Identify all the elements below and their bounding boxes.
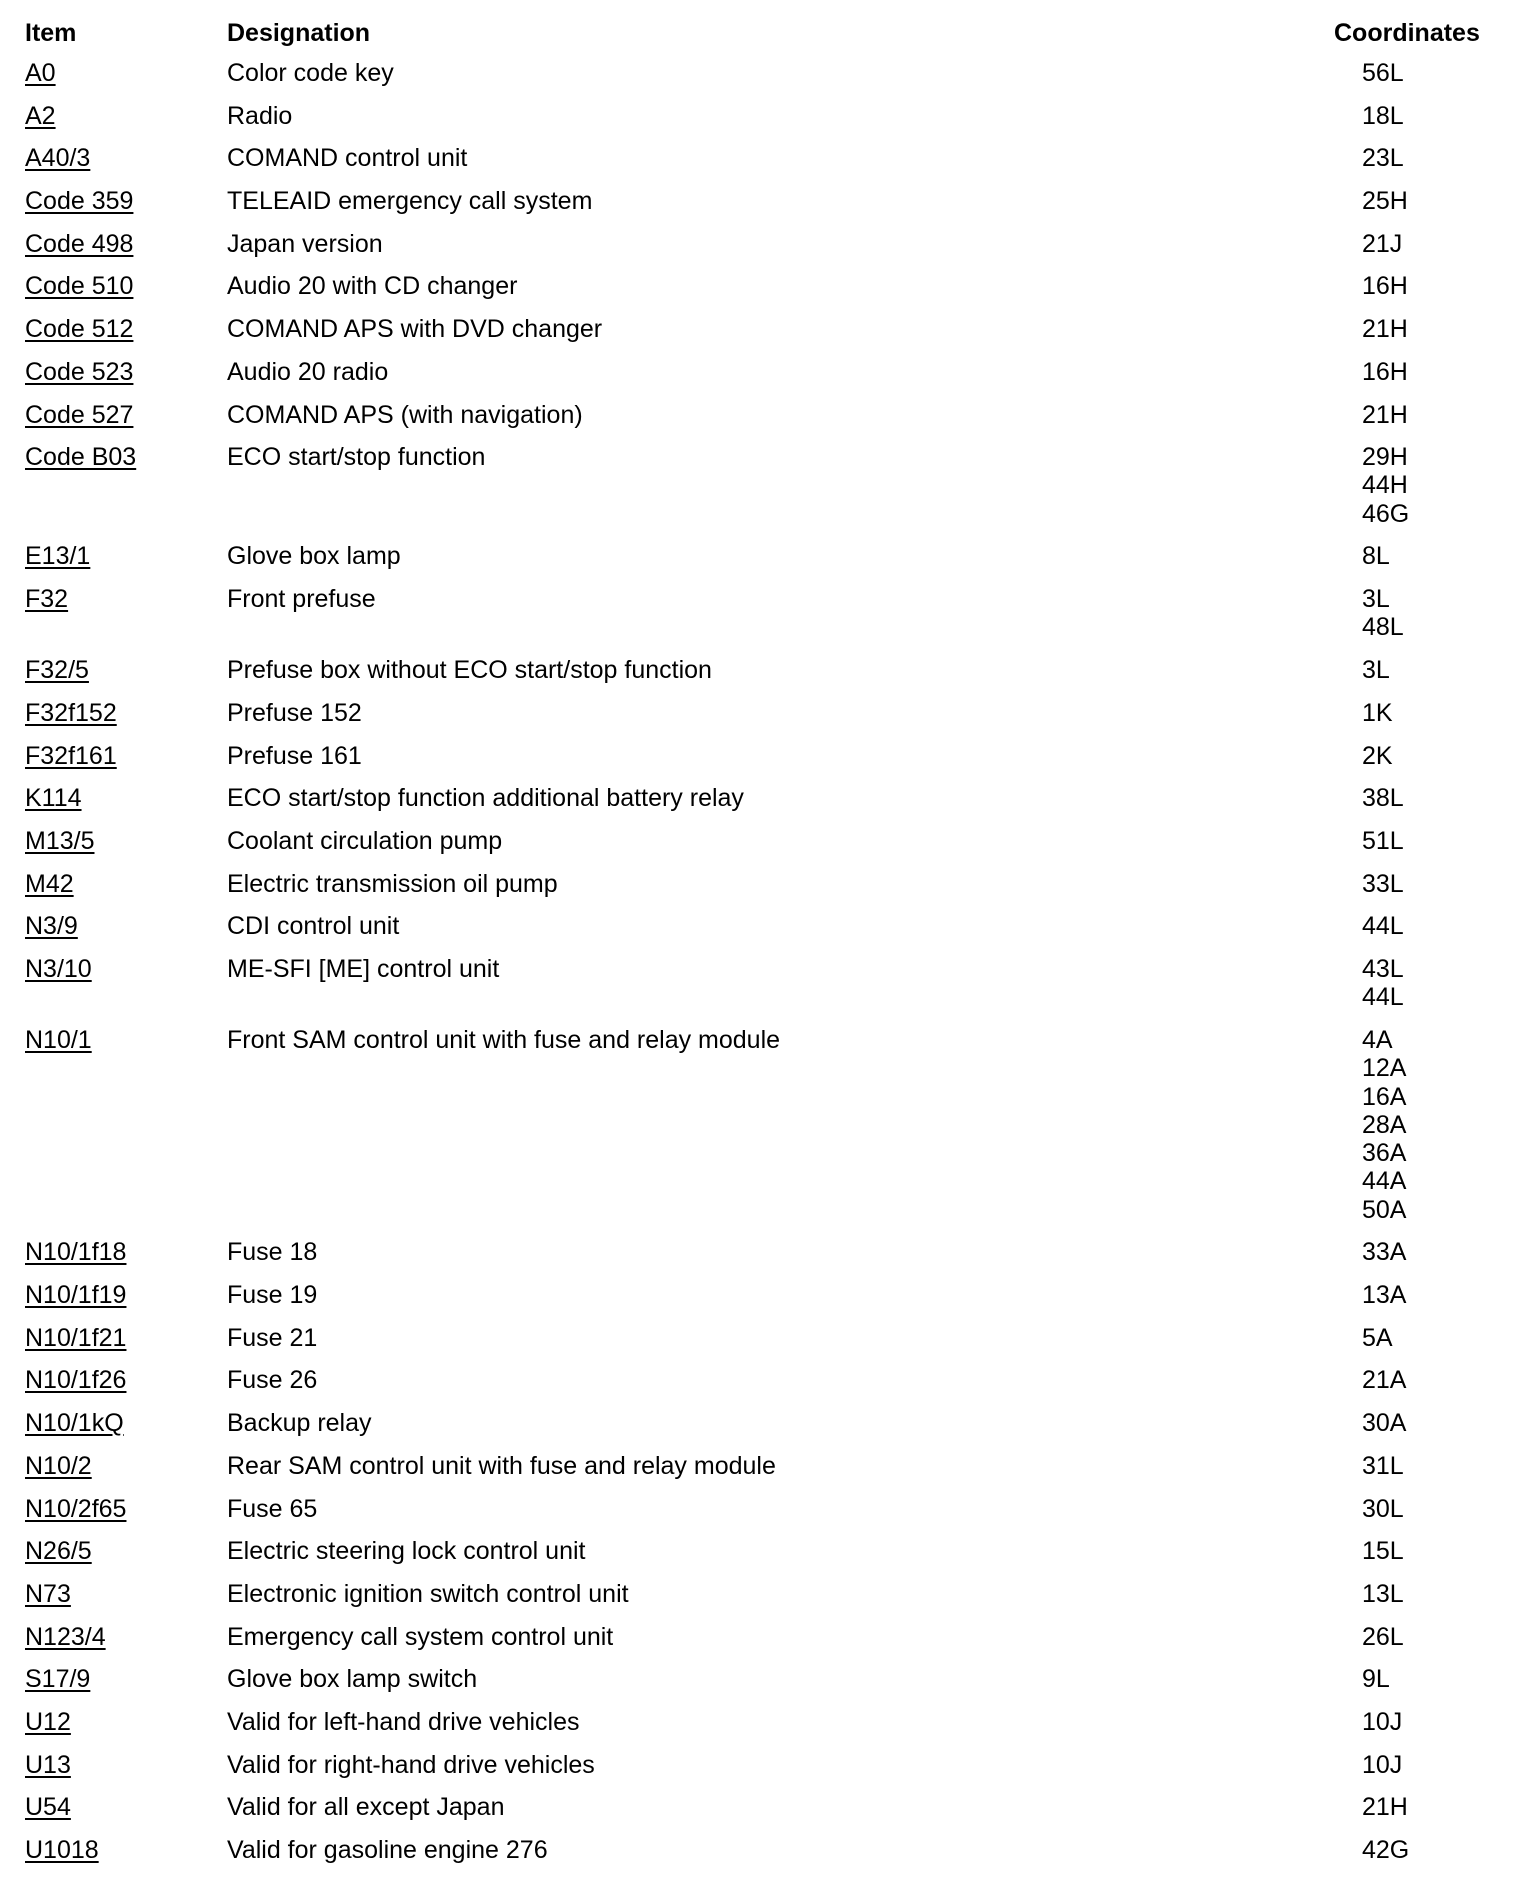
designation-cell: Color code key — [227, 59, 394, 87]
table-body — [0, 59, 1520, 1879]
item-cell — [25, 585, 68, 613]
designation-cell: Fuse 21 — [227, 1323, 318, 1352]
column-header-item: Item — [25, 19, 77, 47]
designation-cell: Valid for all except Japan — [227, 1793, 505, 1822]
coordinates-cell — [1362, 443, 1520, 528]
item-cell — [25, 1026, 92, 1054]
table-row — [0, 1751, 1520, 1794]
coordinates-cell — [1362, 59, 1520, 87]
table-row — [0, 1793, 1520, 1836]
designation-cell: Fuse 26 — [227, 1366, 318, 1395]
designation-cell: Electric transmission oil pump — [227, 869, 558, 898]
coordinate-value: 21H — [1362, 315, 1408, 344]
item-link[interactable]: N10/1kQ — [25, 1409, 124, 1438]
coordinate-value: 56L — [1362, 59, 1404, 87]
item-link[interactable]: U12 — [25, 1707, 71, 1736]
coordinates-cell — [1362, 1026, 1520, 1224]
table-row — [0, 1409, 1520, 1452]
table-row — [0, 1238, 1520, 1281]
item-link[interactable]: F32/5 — [25, 656, 89, 685]
designation-cell: Emergency call system control unit — [227, 1622, 614, 1651]
coordinates-cell — [1362, 315, 1520, 343]
item-link[interactable]: Code 523 — [25, 357, 134, 386]
coordinate-value: 38L — [1362, 784, 1404, 813]
item-cell — [25, 1281, 126, 1309]
coordinate-value: 13A — [1362, 1281, 1407, 1310]
coordinate-value: 29H — [1362, 443, 1408, 472]
item-cell — [25, 1409, 124, 1437]
item-cell — [25, 59, 56, 87]
table-row — [0, 784, 1520, 827]
item-cell — [25, 1836, 99, 1864]
table-row — [0, 102, 1520, 145]
item-link[interactable]: N10/2 — [25, 1451, 92, 1480]
table-row — [0, 699, 1520, 742]
designation-cell: Electronic ignition switch control unit — [227, 1579, 629, 1608]
item-link[interactable]: F32f161 — [25, 741, 117, 770]
table-row — [0, 144, 1520, 187]
designation-cell: ME-SFI [ME] control unit — [227, 954, 500, 983]
coordinate-value: 31L — [1362, 1451, 1404, 1480]
item-cell — [25, 1751, 71, 1779]
item-cell — [25, 870, 74, 898]
designation-cell: Glove box lamp switch — [227, 1665, 478, 1694]
coordinates-cell — [1362, 784, 1520, 812]
item-cell — [25, 358, 133, 386]
item-cell — [25, 1324, 126, 1352]
table-row — [0, 1324, 1520, 1367]
item-cell — [25, 1665, 90, 1693]
coordinate-value: 10J — [1362, 1750, 1403, 1779]
item-link[interactable]: N10/1f18 — [25, 1238, 127, 1267]
coordinate-value: 2K — [1362, 741, 1393, 770]
table-row — [0, 443, 1520, 542]
item-cell — [25, 784, 82, 812]
table-row — [0, 1580, 1520, 1623]
coordinate-value: 18L — [1362, 101, 1404, 130]
table-row — [0, 59, 1520, 102]
coordinate-value: 33L — [1362, 869, 1404, 898]
item-link[interactable]: S17/9 — [25, 1665, 91, 1694]
coordinate-value: 21H — [1362, 1793, 1408, 1822]
coordinate-value: 25H — [1362, 187, 1408, 216]
item-cell — [25, 742, 117, 770]
table-row — [0, 585, 1520, 656]
coordinates-cell — [1362, 1281, 1520, 1309]
designation-cell: Front prefuse — [227, 585, 376, 614]
item-link[interactable]: N10/1f21 — [25, 1323, 127, 1352]
item-cell — [25, 1366, 126, 1394]
coordinate-value: 43L — [1362, 954, 1404, 983]
coordinates-cell — [1362, 1836, 1520, 1864]
coordinates-cell — [1362, 585, 1520, 642]
item-link[interactable]: N10/1f26 — [25, 1366, 127, 1395]
column-header-coordinates: Coordinates — [1334, 19, 1480, 47]
coordinate-value: 23L — [1362, 144, 1404, 173]
table-row — [0, 742, 1520, 785]
coordinates-cell — [1362, 1793, 1520, 1821]
item-cell — [25, 443, 136, 471]
coordinate-value: 5A — [1362, 1323, 1393, 1352]
table-row — [0, 1281, 1520, 1324]
item-cell — [25, 1537, 92, 1565]
coordinate-value: 28A — [1362, 1110, 1407, 1139]
coordinate-value: 30L — [1362, 1494, 1404, 1523]
designation-cell: CDI control unit — [227, 912, 400, 941]
coordinates-cell — [1362, 144, 1520, 172]
coordinate-value: 3L — [1362, 656, 1390, 685]
coordinates-cell — [1362, 542, 1520, 570]
coordinate-value: 44A — [1362, 1167, 1407, 1196]
designation-cell: Valid for right-hand drive vehicles — [227, 1750, 595, 1779]
coordinate-value: 1K — [1362, 698, 1393, 727]
item-cell — [25, 656, 89, 684]
coordinates-cell — [1362, 401, 1520, 429]
coordinates-cell — [1362, 1366, 1520, 1394]
coordinate-value: 16A — [1362, 1082, 1407, 1111]
item-cell — [25, 912, 78, 940]
item-link[interactable]: N3/10 — [25, 954, 92, 983]
item-link[interactable]: E13/1 — [25, 542, 91, 571]
coordinate-value: 16H — [1362, 357, 1408, 386]
item-cell — [25, 1238, 126, 1266]
item-cell — [25, 955, 92, 983]
designation-cell: COMAND APS with DVD changer — [227, 315, 603, 344]
designation-cell: Fuse 65 — [227, 1494, 318, 1523]
table-row — [0, 870, 1520, 913]
table-row — [0, 358, 1520, 401]
designation-cell: COMAND APS (with navigation) — [227, 400, 583, 429]
coordinate-value: 42G — [1362, 1836, 1410, 1865]
designation-cell: Audio 20 radio — [227, 357, 389, 386]
item-link[interactable]: N10/1 — [25, 1025, 92, 1054]
table-row — [0, 1026, 1520, 1238]
item-cell — [25, 699, 117, 727]
coordinates-cell — [1362, 1537, 1520, 1565]
designation-cell: Fuse 18 — [227, 1238, 318, 1267]
designation-cell: Prefuse box without ECO start/stop function — [227, 656, 712, 685]
table-row — [0, 1495, 1520, 1538]
designation-cell: TELEAID emergency call system — [227, 187, 593, 216]
coordinate-value: 21A — [1362, 1366, 1407, 1395]
item-link[interactable]: N10/2f65 — [25, 1494, 127, 1523]
item-cell — [25, 144, 90, 172]
table-row — [0, 955, 1520, 1026]
coordinates-cell — [1362, 1409, 1520, 1437]
item-link[interactable]: M13/5 — [25, 826, 95, 855]
coordinates-cell — [1362, 1495, 1520, 1523]
table-row — [0, 656, 1520, 699]
coordinate-value: 44L — [1362, 983, 1404, 1012]
item-link[interactable]: N10/1f19 — [25, 1281, 127, 1310]
coordinates-cell — [1362, 102, 1520, 130]
coordinates-cell — [1362, 699, 1520, 727]
item-cell — [25, 1580, 71, 1608]
table-row — [0, 230, 1520, 273]
coordinates-cell — [1362, 1623, 1520, 1651]
coordinates-cell — [1362, 870, 1520, 898]
coordinates-cell — [1362, 272, 1520, 300]
table-row — [0, 315, 1520, 358]
item-link[interactable]: Code B03 — [25, 443, 137, 472]
designation-cell: Coolant circulation pump — [227, 826, 503, 855]
coordinate-value: 13L — [1362, 1579, 1404, 1608]
coordinates-cell — [1362, 955, 1520, 1012]
table-row — [0, 1537, 1520, 1580]
item-cell — [25, 187, 133, 215]
designation-cell: ECO start/stop function additional battery relay — [227, 784, 744, 813]
item-link[interactable]: K114 — [25, 784, 82, 813]
item-cell — [25, 827, 94, 855]
coordinates-cell — [1362, 1708, 1520, 1736]
designation-cell: COMAND control unit — [227, 144, 468, 173]
table-row — [0, 1623, 1520, 1666]
item-link[interactable]: N123/4 — [25, 1622, 106, 1651]
coordinates-cell — [1362, 1452, 1520, 1480]
designation-cell: Front SAM control unit with fuse and relay module — [227, 1025, 781, 1054]
designation-cell: Audio 20 with CD changer — [227, 272, 518, 301]
item-link[interactable]: A2 — [25, 101, 56, 130]
coordinates-cell — [1362, 1580, 1520, 1608]
item-link[interactable]: U13 — [25, 1750, 71, 1779]
item-cell — [25, 1793, 71, 1821]
coordinates-cell — [1362, 230, 1520, 258]
coordinates-cell — [1362, 187, 1520, 215]
table-row — [0, 1452, 1520, 1495]
designation-cell: Fuse 19 — [227, 1281, 318, 1310]
designation-cell: Valid for left-hand drive vehicles — [227, 1707, 580, 1736]
coordinates-cell — [1362, 1665, 1520, 1693]
item-cell — [25, 230, 133, 258]
table-row — [0, 1708, 1520, 1751]
coordinate-value: 10J — [1362, 1707, 1403, 1736]
item-link[interactable]: A40/3 — [25, 144, 91, 173]
coordinate-value: 15L — [1362, 1537, 1404, 1566]
designation-cell: Electric steering lock control unit — [227, 1537, 586, 1566]
table-row — [0, 1366, 1520, 1409]
coordinate-value: 48L — [1362, 613, 1404, 642]
item-cell — [25, 102, 56, 130]
coordinates-cell — [1362, 827, 1520, 855]
coordinate-value: 44L — [1362, 912, 1404, 941]
designation-cell: Prefuse 161 — [227, 741, 362, 770]
coordinate-value: 21H — [1362, 400, 1408, 429]
coordinate-value: 50A — [1362, 1195, 1407, 1224]
item-cell — [25, 401, 133, 429]
coordinate-value: 51L — [1362, 826, 1404, 855]
item-cell — [25, 1623, 106, 1651]
designation-cell: Rear SAM control unit with fuse and relay module — [227, 1451, 776, 1480]
item-link[interactable]: Code 359 — [25, 187, 134, 216]
table-row — [0, 827, 1520, 870]
coordinate-value: 44H — [1362, 471, 1408, 500]
item-cell — [25, 315, 133, 343]
coordinate-value: 46G — [1362, 499, 1410, 528]
coordinate-value: 26L — [1362, 1622, 1404, 1651]
table-row — [0, 272, 1520, 315]
coordinates-cell — [1362, 1751, 1520, 1779]
item-link[interactable]: N3/9 — [25, 912, 78, 941]
designation-cell: Japan version — [227, 229, 383, 258]
coordinate-value: 16H — [1362, 272, 1408, 301]
item-link[interactable]: Code 512 — [25, 315, 134, 344]
item-cell — [25, 1708, 71, 1736]
item-link[interactable]: U54 — [25, 1793, 71, 1822]
item-link[interactable]: A0 — [25, 59, 56, 87]
table-row — [0, 1836, 1520, 1879]
designation-cell: Glove box lamp — [227, 542, 401, 571]
column-header-designation: Designation — [227, 19, 371, 47]
coordinates-cell — [1362, 656, 1520, 684]
item-cell — [25, 1452, 92, 1480]
coordinate-value: 8L — [1362, 542, 1390, 571]
item-cell — [25, 542, 90, 570]
coordinate-value: 4A — [1362, 1025, 1393, 1054]
coordinate-value: 30A — [1362, 1409, 1407, 1438]
table-row — [0, 912, 1520, 955]
coordinate-value: 12A — [1362, 1054, 1407, 1083]
coordinates-cell — [1362, 1324, 1520, 1352]
coordinate-value: 33A — [1362, 1238, 1407, 1267]
coordinate-value: 36A — [1362, 1139, 1407, 1168]
item-link[interactable]: M42 — [25, 869, 74, 898]
coordinate-value: 21J — [1362, 229, 1403, 258]
table-row — [0, 187, 1520, 230]
item-link[interactable]: Code 527 — [25, 400, 134, 429]
item-link[interactable]: U1018 — [25, 1836, 99, 1865]
coordinate-value: 3L — [1362, 585, 1390, 614]
designation-cell: ECO start/stop function — [227, 443, 486, 472]
table-row — [0, 1665, 1520, 1708]
designation-cell: Radio — [227, 101, 293, 130]
item-link[interactable]: F32 — [25, 585, 69, 614]
coordinates-cell — [1362, 1238, 1520, 1266]
item-link[interactable]: Code 510 — [25, 272, 134, 301]
coordinates-cell — [1362, 912, 1520, 940]
designation-cell: Backup relay — [227, 1409, 372, 1438]
table-row — [0, 542, 1520, 585]
coordinate-value: 9L — [1362, 1665, 1390, 1694]
coordinates-cell — [1362, 742, 1520, 770]
item-link[interactable]: Code 498 — [25, 229, 134, 258]
coordinates-cell — [1362, 358, 1520, 386]
item-link[interactable]: N26/5 — [25, 1537, 92, 1566]
designation-cell: Prefuse 152 — [227, 698, 362, 727]
item-link[interactable]: F32f152 — [25, 698, 117, 727]
item-cell — [25, 272, 133, 300]
designation-cell: Valid for gasoline engine 276 — [227, 1836, 548, 1865]
table-row — [0, 401, 1520, 444]
item-link[interactable]: N73 — [25, 1579, 71, 1608]
item-cell — [25, 1495, 126, 1523]
